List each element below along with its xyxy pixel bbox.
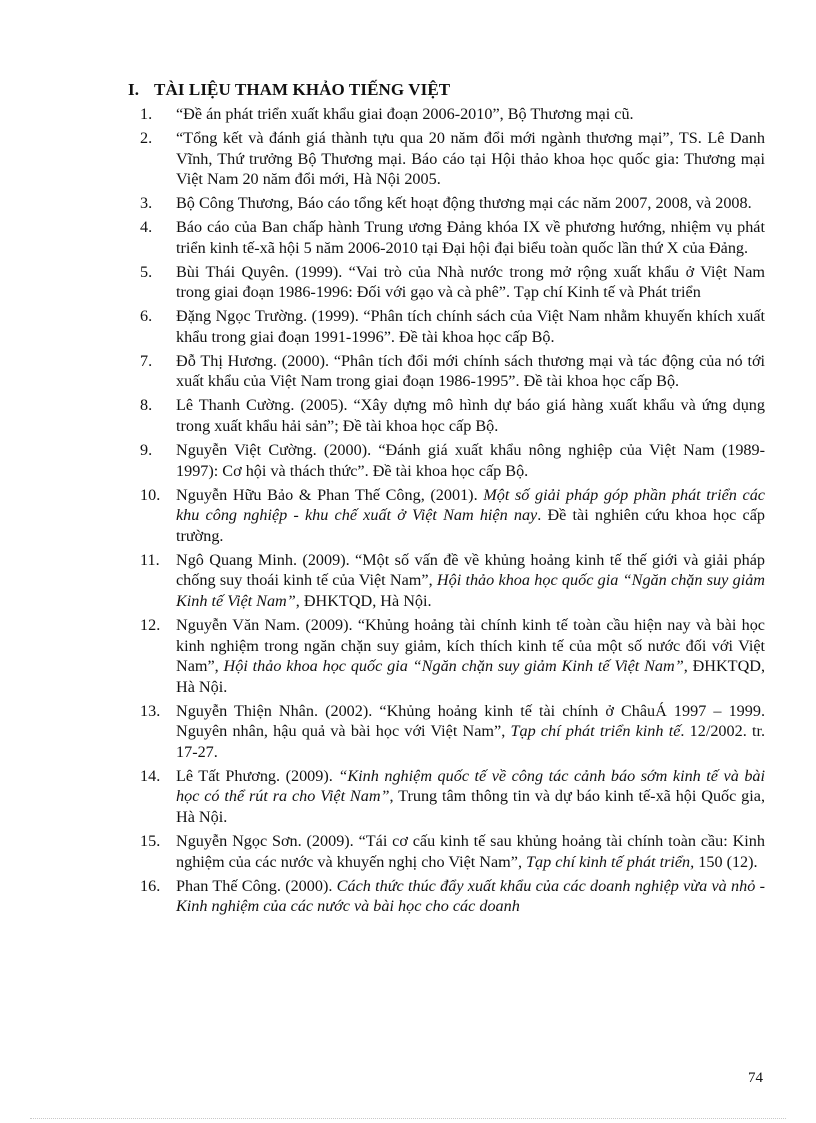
reference-number: 14. <box>140 766 161 785</box>
reference-segment: Nguyễn Ngọc Sơn. (2009). “Tái cơ cấu kinh tế sau khủng hoảng tài chính toàn cầu: Kinh nghiệm của các nước và khuyến nghị cho Việt Nam”, <box>176 832 765 871</box>
reference-item <box>140 831 765 872</box>
reference-number: 4. <box>140 218 153 237</box>
reference-number: 9. <box>140 441 153 460</box>
reference-segment: Phan Thế Công. (2000). <box>176 876 337 895</box>
reference-item <box>140 615 765 697</box>
reference-italic-segment: Tạp chí kinh tế phát triển, <box>526 852 695 871</box>
page-bottom-divider <box>30 1118 786 1119</box>
reference-segment: , ĐHKTQD, Hà Nội. <box>295 591 432 610</box>
reference-italic-segment: “Kinh nghiệm quốc tế về công tác cảnh báo sớm kinh tế và bài học có thể rút ra cho Việt Nam” <box>176 766 766 806</box>
reference-segment: Bùi Thái Quyên. (1999). “Vai trò của Nhà nước trong mở rộng xuất khẩu ở Việt Nam trong giai đoạn 1986-1996: Đối với gạo và cà phê”. Tạp chí Kinh tế và Phát triển <box>176 262 765 302</box>
reference-number: 11. <box>140 550 160 569</box>
reference-item <box>140 876 765 917</box>
reference-segment: “Đề án phát triển xuất khẩu giai đoạn 2006-2010”, Bộ Thương mại cũ. <box>176 105 634 123</box>
reference-text <box>176 104 765 125</box>
reference-italic-segment: Cách thức thúc đẩy xuất khẩu của các doanh nghiệp vừa và nhỏ - Kinh nghiệm của các nước và bài học cho các doanh <box>176 876 765 916</box>
reference-item <box>140 701 765 763</box>
reference-text <box>176 262 765 303</box>
reference-segment: Đặng Ngọc Trường. (1999). “Phân tích chính sách của Việt Nam nhằm khuyến khích xuất khẩu trong giai đoạn 1991-1996”. Đề tài khoa học cấp Bộ. <box>176 307 765 346</box>
reference-segment: Nguyễn Việt Cường. (2000). “Đánh giá xuất khẩu nông nghiệp của Việt Nam (1989-1997): Cơ hội và thách thức”. Đề tài khoa học cấp Bộ. <box>176 441 765 480</box>
reference-segment: . Đề tài nghiên cứu khoa học cấp trường. <box>176 506 765 545</box>
reference-segment: Nguyễn Văn Nam. (2009). “Khủng hoảng tài chính kinh tế toàn cầu hiện nay và bài học kinh nghiệm trong ngăn chặn suy giảm, kích thích kinh tế của một số nước đối với Việt Nam”, <box>176 615 765 676</box>
reference-item <box>140 193 765 214</box>
reference-number: 5. <box>140 262 153 281</box>
reference-number: 12. <box>140 615 161 634</box>
reference-item <box>140 550 765 612</box>
reference-number: 7. <box>140 351 153 370</box>
reference-italic-segment: Hội thảo khoa học quốc gia “Ngăn chặn suy giảm Kinh tế Việt Nam” <box>223 657 684 676</box>
page-number: 74 <box>748 1070 763 1086</box>
reference-number: 16. <box>140 876 161 895</box>
reference-segment: Bộ Công Thương, Báo cáo tổng kết hoạt động thương mại các năm 2007, 2008, và 2008. <box>176 194 752 213</box>
section-title: TÀI LIỆU THAM KHẢO TIẾNG VIỆT <box>154 80 451 99</box>
reference-text <box>176 128 765 190</box>
reference-segment: , ĐHKTQD, Hà Nội. <box>176 657 765 696</box>
reference-text <box>176 217 765 258</box>
reference-italic-segment: Tạp chí phát triển kinh tế <box>510 722 681 741</box>
reference-item <box>140 306 765 347</box>
reference-segment: Lê Thanh Cường. (2005). “Xây dựng mô hình dự báo giá hàng xuất khẩu và ứng dụng trong xuất khẩu hải sản”; Đề tài khoa học cấp Bộ. <box>176 396 765 436</box>
reference-segment: 150 (12). <box>694 852 758 871</box>
section-number: I. <box>128 80 140 99</box>
reference-segment: Lê Tất Phương. (2009). <box>176 766 339 785</box>
reference-segment: Ngô Quang Minh. (2009). “Một số vấn đề về khủng hoảng kinh tế thế giới và giải pháp chống suy thoái kinh tế của Việt Nam”, <box>176 550 765 590</box>
reference-number: 15. <box>140 832 161 851</box>
reference-text <box>176 876 765 917</box>
reference-number: 13. <box>140 701 161 720</box>
reference-item <box>140 440 765 481</box>
reference-text <box>176 701 765 763</box>
reference-text <box>176 351 765 392</box>
reference-item <box>140 395 765 436</box>
section-heading <box>128 80 450 100</box>
reference-item <box>140 766 765 828</box>
reference-item <box>140 351 765 392</box>
reference-text <box>176 550 765 612</box>
reference-text <box>176 193 765 214</box>
reference-number: 2. <box>140 128 153 147</box>
reference-item <box>140 485 765 547</box>
reference-segment: “Tổng kết và đánh giá thành tựu qua 20 năm đổi mới ngành thương mại”, TS. Lê Danh Vĩnh, Thứ trưởng Bộ Thương mại. Báo cáo tại Hội thảo khoa học quốc gia: Thương mại Việt Nam 20 năm đổi mới, Hà Nội 2005. <box>176 128 765 189</box>
reference-number: 8. <box>140 396 153 415</box>
reference-number: 10. <box>140 485 161 504</box>
reference-number: 6. <box>140 307 153 326</box>
reference-item <box>140 128 765 190</box>
reference-segment: Đỗ Thị Hương. (2000). “Phân tích đổi mới chính sách thương mại và tác động của nó tới xuất khẩu của Việt Nam trong giai đoạn 1986-1995”. Đề tài khoa học cấp Bộ. <box>176 351 765 391</box>
reference-segment: Nguyễn Hữu Bảo & Phan Thế Công, (2001). <box>176 485 484 504</box>
reference-italic-segment: Một số giải pháp góp phần phát triển các khu công nghiệp - khu chế xuất ở Việt Nam hiện nay <box>176 485 765 525</box>
reference-text <box>176 306 765 347</box>
reference-italic-segment: Hội thảo khoa học quốc gia “Ngăn chặn suy giảm Kinh tế Việt Nam” <box>176 571 765 610</box>
reference-segment: Nguyễn Thiện Nhân. (2002). “Khủng hoảng kinh tế tài chính ở ChâuÁ 1997 – 1999. Nguyên nhân, hậu quả và bài học với Việt Nam”, <box>176 701 765 741</box>
reference-item <box>140 104 765 125</box>
reference-text <box>176 395 765 436</box>
reference-item <box>140 262 765 303</box>
reference-text <box>176 831 765 872</box>
reference-list <box>140 104 765 920</box>
reference-segment: . 12/2002. tr. 17-27. <box>176 722 766 761</box>
reference-item <box>140 217 765 258</box>
reference-text <box>176 766 765 828</box>
reference-number: 1. <box>140 105 153 123</box>
reference-text <box>176 440 765 481</box>
reference-text <box>176 615 765 697</box>
reference-segment: Báo cáo của Ban chấp hành Trung ương Đảng khóa IX về phương hướng, nhiệm vụ phát triển kinh tế-xã hội 5 năm 2006-2010 tại Đại hội đại biểu toàn quốc lần thứ X của Đảng. <box>176 218 765 257</box>
reference-text <box>176 485 765 547</box>
reference-number: 3. <box>140 194 153 213</box>
reference-segment: , Trung tâm thông tin và dự báo kinh tế-xã hội Quốc gia, Hà Nội. <box>176 787 765 827</box>
